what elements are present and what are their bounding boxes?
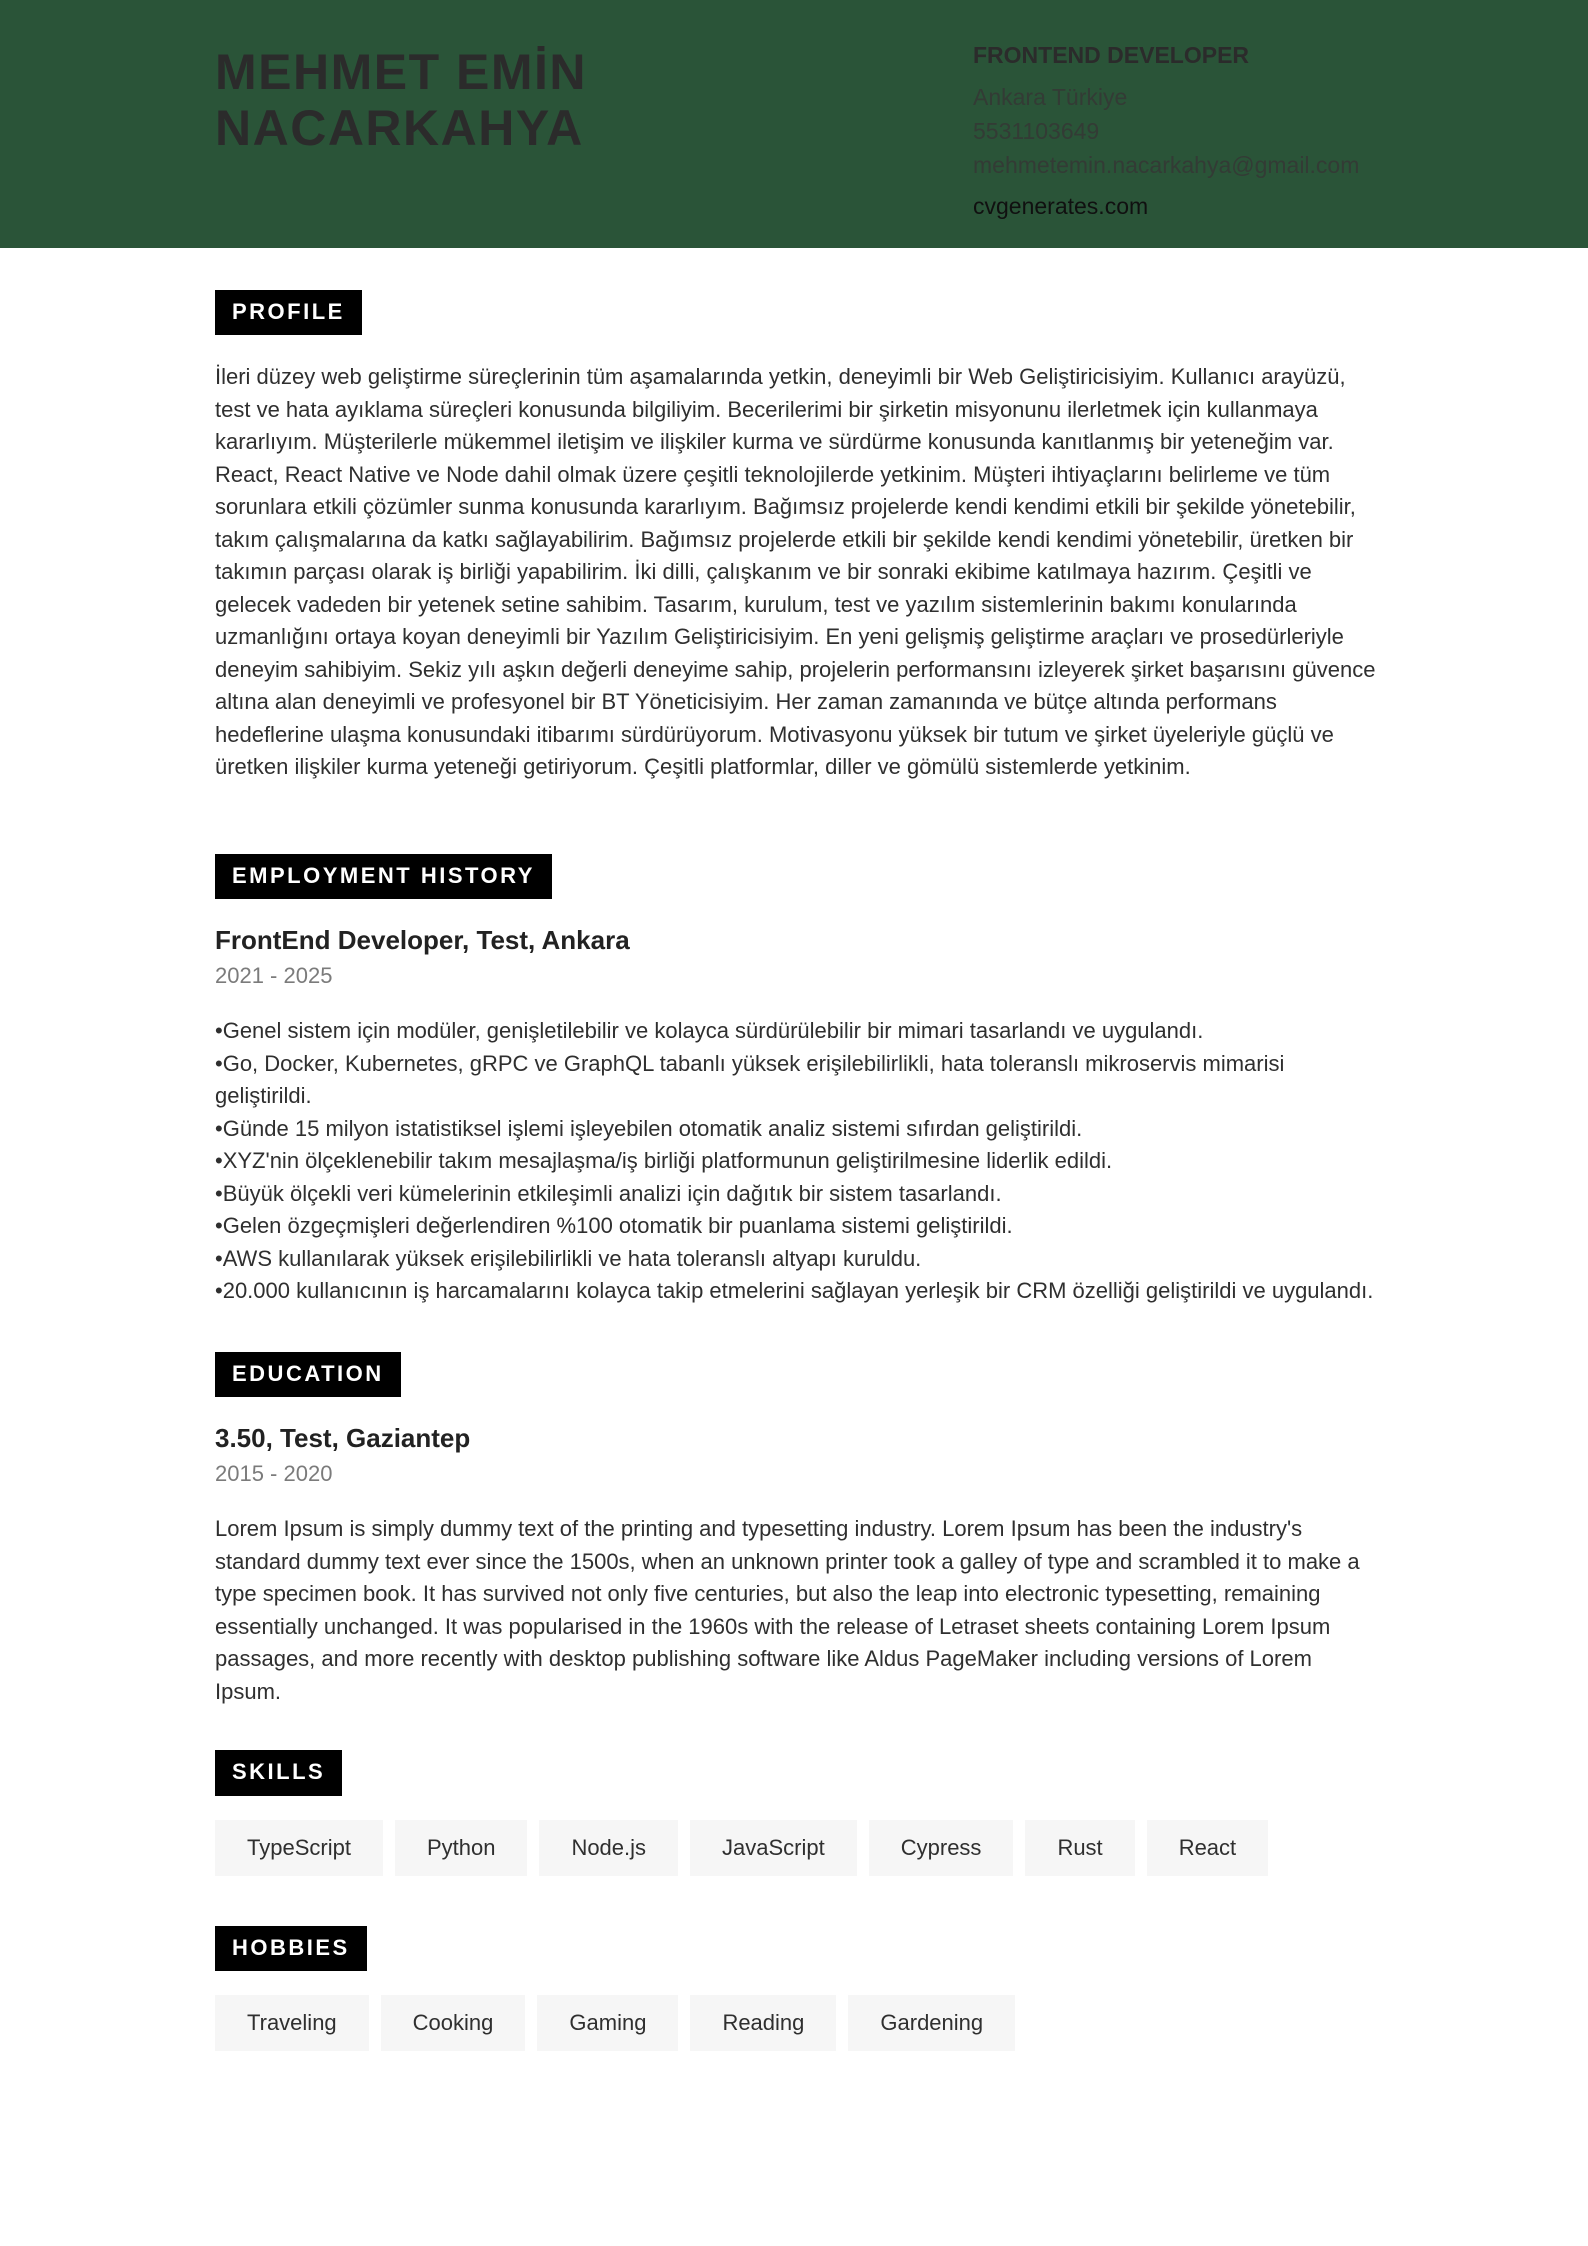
skills-chip-row: [215, 1820, 1378, 1876]
skill-chip: TypeScript: [215, 1820, 383, 1876]
bullet-item: • Gelen özgeçmişleri değerlendiren %100 otomatik bir puanlama sistemi geliştirildi.: [215, 1210, 1378, 1243]
bullet-item: • Günde 15 milyon istatistiksel işlemi işleyebilen otomatik analiz sistemi sıfırdan geliştirildi.: [215, 1113, 1378, 1146]
section-hobbies: [215, 1926, 1378, 2051]
bullet-item: • Genel sistem için modüler, genişletilebilir ve kolayca sürdürülebilir bir mimari tasarlandı ve uygulandı.: [215, 1015, 1378, 1048]
bullet-item: • XYZ'nin ölçeklenebilir takım mesajlaşma/iş birliği platformunun geliştirilmesine liderlik edildi.: [215, 1145, 1378, 1178]
section-skills: [215, 1750, 1378, 1875]
hobby-chip: Traveling: [215, 1995, 369, 2051]
section-education: [215, 1352, 1378, 1708]
section-employment: [215, 854, 1378, 1308]
employment-bullet-list: [215, 1015, 1378, 1308]
skill-chip: React: [1147, 1820, 1268, 1876]
hobbies-section-badge: HOBBIES: [215, 1926, 367, 1971]
employment-entry-title: FrontEnd Developer, Test, Ankara: [215, 925, 630, 956]
education-entry-period: 2015 - 2020: [215, 1461, 333, 1487]
employment-section-badge: EMPLOYMENT HISTORY: [215, 854, 552, 899]
hobbies-chip-row: [215, 1995, 1378, 2051]
skill-chip: Rust: [1025, 1820, 1134, 1876]
bullet-item: • Go, Docker, Kubernetes, gRPC ve GraphQL tabanlı yüksek erişilebilirlikli, hata toleranslı mikroservis mimarisi geliştirildi.: [215, 1048, 1378, 1113]
education-text: Lorem Ipsum is simply dummy text of the printing and typesetting industry. Lorem Ipsum has been the industry's standard dummy text ever since the 1500s, when an unknown printer took a galley of type and scrambled it to make a type specimen book. It has survived not only five centuries, but also the leap into electronic typesetting, remaining essentially unchanged. It was popularised in the 1960s with the release of Letraset sheets containing Lorem Ipsum passages, and more recently with desktop publishing software like Aldus PageMaker including versions of Lorem Ipsum.: [215, 1516, 1360, 1704]
skills-section-badge: SKILLS: [215, 1750, 342, 1795]
cv-body: [0, 290, 1588, 2051]
hobby-chip: Gardening: [848, 1995, 1015, 2051]
contact-info: [973, 42, 1359, 223]
hobby-chip: Reading: [690, 1995, 836, 2051]
education-section-badge: EDUCATION: [215, 1352, 401, 1397]
website-link[interactable]: cvgenerates.com: [973, 193, 1149, 219]
contact-phone: 5531103649: [973, 118, 1100, 144]
bullet-item: • Büyük ölçekli veri kümelerinin etkileşimli analizi için dağıtık bir sistem tasarlandı.: [215, 1178, 1378, 1211]
employment-entry-period: 2021 - 2025: [215, 963, 333, 989]
candidate-name-line2: NACARKAHYA: [215, 100, 584, 156]
education-entry-title: 3.50, Test, Gaziantep: [215, 1423, 471, 1454]
skill-chip: Cypress: [869, 1820, 1014, 1876]
contact-email: mehmetemin.nacarkahya@gmail.com: [973, 152, 1360, 178]
contact-location: Ankara Türkiye: [973, 84, 1128, 110]
profile-section-badge: PROFILE: [215, 290, 362, 335]
skill-chip: JavaScript: [690, 1820, 857, 1876]
section-profile: [215, 290, 1378, 784]
hobby-chip: Cooking: [381, 1995, 526, 2051]
skill-chip: Node.js: [539, 1820, 678, 1876]
candidate-name: [215, 44, 587, 156]
header: [0, 0, 1588, 248]
profile-text: İleri düzey web geliştirme süreçlerinin tüm aşamalarında yetkin, deneyimli bir Web Geliştiricisiyim. Kullanıcı arayüzü, test ve hata ayıklama süreçleri konusunda bilgiliyim. Becerilerimi bir şirketin misyonunu ilerletmek için kullanmaya kararlıyım. Müşterilerle mükemmel iletişim ve ilişkiler kurma ve sürdürme konusunda kanıtlanmış bir yeteneğim var. React, React Native ve Node dahil olmak üzere çeşitli teknolojilerde yetkinim. Müşteri ihtiyaçlarını belirleme ve tüm sorunlara etkili çözümler sunma konusunda kararlıyım. Bağımsız projelerde kendi kendimi etkili bir şekilde yönetebilir, takım çalışmalarına da katkı sağlayabilirim. Bağımsız projelerde etkili bir şekilde kendi kendimi yönetebilir, üretken bir takımın parçası olarak iş birliği yapabilirim. İki dilli, çalışkanım ve bir sonraki ekibime katılmaya hazırım. Çeşitli ve gelecek vadeden bir yetenek setine sahibim. Tasarım, kurulum, test ve yazılım sistemlerinin bakımı konularında uzmanlığını ortaya koyan deneyimli bir Yazılım Geliştiricisiyim. En yeni gelişmiş geliştirme araçları ve prosedürleriyle deneyim sahibiyim. Sekiz yılı aşkın değerli deneyime sahip, projelerin performansını izleyerek şirket başarısını güvence altına alan deneyimli ve profesyonel bir BT Yöneticisiyim. Her zaman zamanında ve bütçe altında performans hedeflerine ulaşma konusundaki itibarımı sürdürüyorum. Motivasyonu yüksek bir tutum ve şirket üyeleriyle güçlü ve üretken ilişkiler kurma yeteneği getiriyorum. Çeşitli platformlar, diller ve gömülü sistemlerde yetkinim.: [215, 364, 1376, 780]
bullet-item: • 20.000 kullanıcının iş harcamalarını kolayca takip etmelerini sağlayan yerleşik bir CRM özelliği geliştirildi ve uygulandı.: [215, 1275, 1378, 1308]
bullet-item: • AWS kullanılarak yüksek erişilebilirlikli ve hata toleranslı altyapı kuruldu.: [215, 1243, 1378, 1276]
job-title: FRONTEND DEVELOPER: [973, 42, 1250, 68]
hobby-chip: Gaming: [537, 1995, 678, 2051]
skill-chip: Python: [395, 1820, 528, 1876]
candidate-name-line1: MEHMET EMİN: [215, 44, 588, 100]
